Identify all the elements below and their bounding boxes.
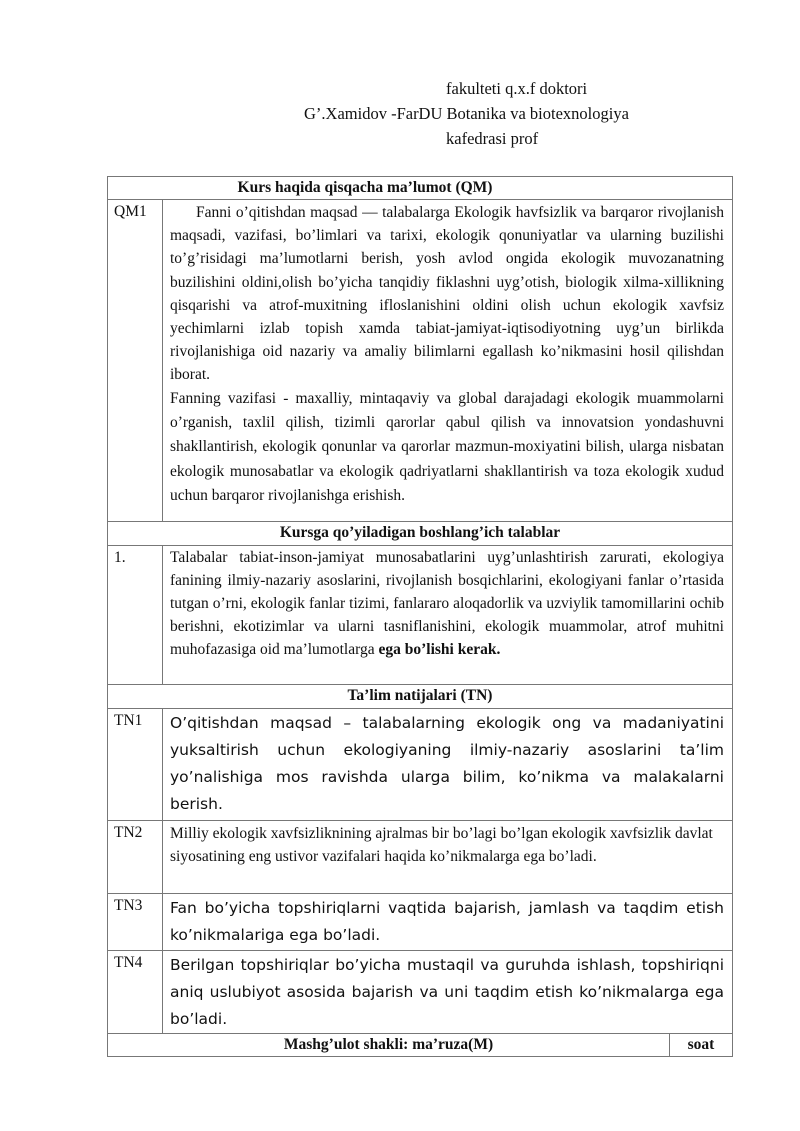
qm1-code: QM1 [108,200,163,521]
tn4-content [163,951,732,1033]
tn1-text: O’qitishdan maqsad – talabalarning ekologik ong va madaniyatini yuksaltirish uchun ekologiyaning ilmiy-nazariy asoslarini ta’lim yo’nalishiga mos ravishda ularga bilim, ko’nikma va malakalarni berish. [170,714,724,813]
tn3-content [163,894,732,950]
tn1-content [163,709,732,820]
prerequisite-row [108,545,732,684]
tn1-code: TN1 [108,709,163,820]
tn4-text: Berilgan topshiriqlar bo’yicha mustaqil va guruhda ishlash, topshiriqni aniq uslubiyot asosida bajarish va uni taqdim etish ko’nikmalarga ega bo’ladi. [170,956,724,1028]
tn2-text: Milliy ekologik xavfsizliknining ajralmas bir bo’lagi bo’lgan ekologik xavfsizlik davlat siyosatining eng ustivor vazifalari haqida ko’nikmalarga ega bo’ladi. [170,825,713,865]
section-outcomes-title: Ta’lim natijalari (TN) [347,687,493,704]
prerequisite-content [163,546,732,684]
lesson-form-row [108,1033,732,1056]
qm1-task-paragraph: Fanning vazifasi - maxalliy, mintaqaviy va global darajadagi ekologik muammolarni o’rganish, taxlil qilish, tizimli qarorlar qabul qilish va innovatsion yondashuvni shakllantirish, ekologik qonunlar va qarorlar mazmun-moxiyatini bilish, ularga nisbatan ekologik munosabatlar va ekologik qadriyatlarni shakllantirish va toza ekologik xudud uchun barqaror rivojlanishga erishish. [170,389,724,504]
tn3-code: TN3 [108,894,163,950]
hours-label: soat [687,1036,715,1053]
syllabus-table [107,176,733,1057]
section-prerequisites-title: Kursga qo’yiladigan boshlang’ich talablar [279,524,561,541]
qm1-row [108,199,732,521]
section-course-info-title: Kurs haqida qisqacha ma’lumot (QM) [237,179,493,196]
prerequisite-text-main: Talabalar tabiat-inson-jamiyat munosabatlarini uyg’unlashtirish zarurati, ekologiya fanining ilmiy-nazariy asoslarini, rivojlanish bosqichlarini, ekologiyani fanlar o’rtasida tutgan o’rni, ekologik fanlar tizimi, fanlararo aloqadorlik va uzviylik tamomillarini ochib berishni, ekotizimlar va ularni tasniflanishini, ekologik muammolar, atrof muhitni muhofazasiga oid ma’lumotlarga [170,549,724,658]
tn1-row [108,708,732,820]
section-outcomes [108,684,732,708]
prerequisite-text-bold: ega bo’lishi kerak. [378,641,501,658]
section-course-info [108,177,732,199]
header-line-3-text: kafedrasi prof [446,129,539,148]
tn2-row [108,820,732,893]
prerequisite-code: 1. [108,546,163,684]
qm1-goal-paragraph: Fanni o’qitishdan maqsad — talabalarga Ekologik havfsizlik va barqaror rivojlanish maqsadi, vazifasi, bo’limlari va tarixi, ekologik qonuniyatlar va ularning buzilishi to’g’risidagi ma’lumotlarni berish, yosh avlod ongida ekologik muvozanatning buzilishini oldini,olish bo’yicha tanqidiy fiklashni uyg’otish, biologik xilma-xillikning qisqarishi va atrof-muxitning ifloslanishini oldini olish uchun ekologik xavfsiz yechimlarni izlab topish xamda tabiat-jamiyat-iqtisodiyotning uyg’un birlikda rivojlanishiga oid nazariy va amaliy bilimlarni egallash ko’nikmasini hosil qilishdan iborat. [170,204,724,384]
header-line-2-text: G’.Xamidov -FarDU Botanika va biotexnologiya [304,104,629,123]
lesson-form-label: Mashg’ulot shakli: ma’ruza(M) [108,1034,670,1056]
tn4-code: TN4 [108,951,163,1033]
qm1-content [163,200,732,521]
tn3-text: Fan bo’yicha topshiriqlarni vaqtida bajarish, jamlash va taqdim etish ko’nikmalariga ega bo’ladi. [170,899,724,944]
header-line-1-text: fakulteti q.x.f doktori [446,79,588,98]
prerequisite-text [170,546,724,661]
tn3-row [108,893,732,950]
tn2-code: TN2 [108,821,163,893]
tn4-row [108,950,732,1033]
section-prerequisites [108,521,732,545]
tn2-content [163,821,732,893]
